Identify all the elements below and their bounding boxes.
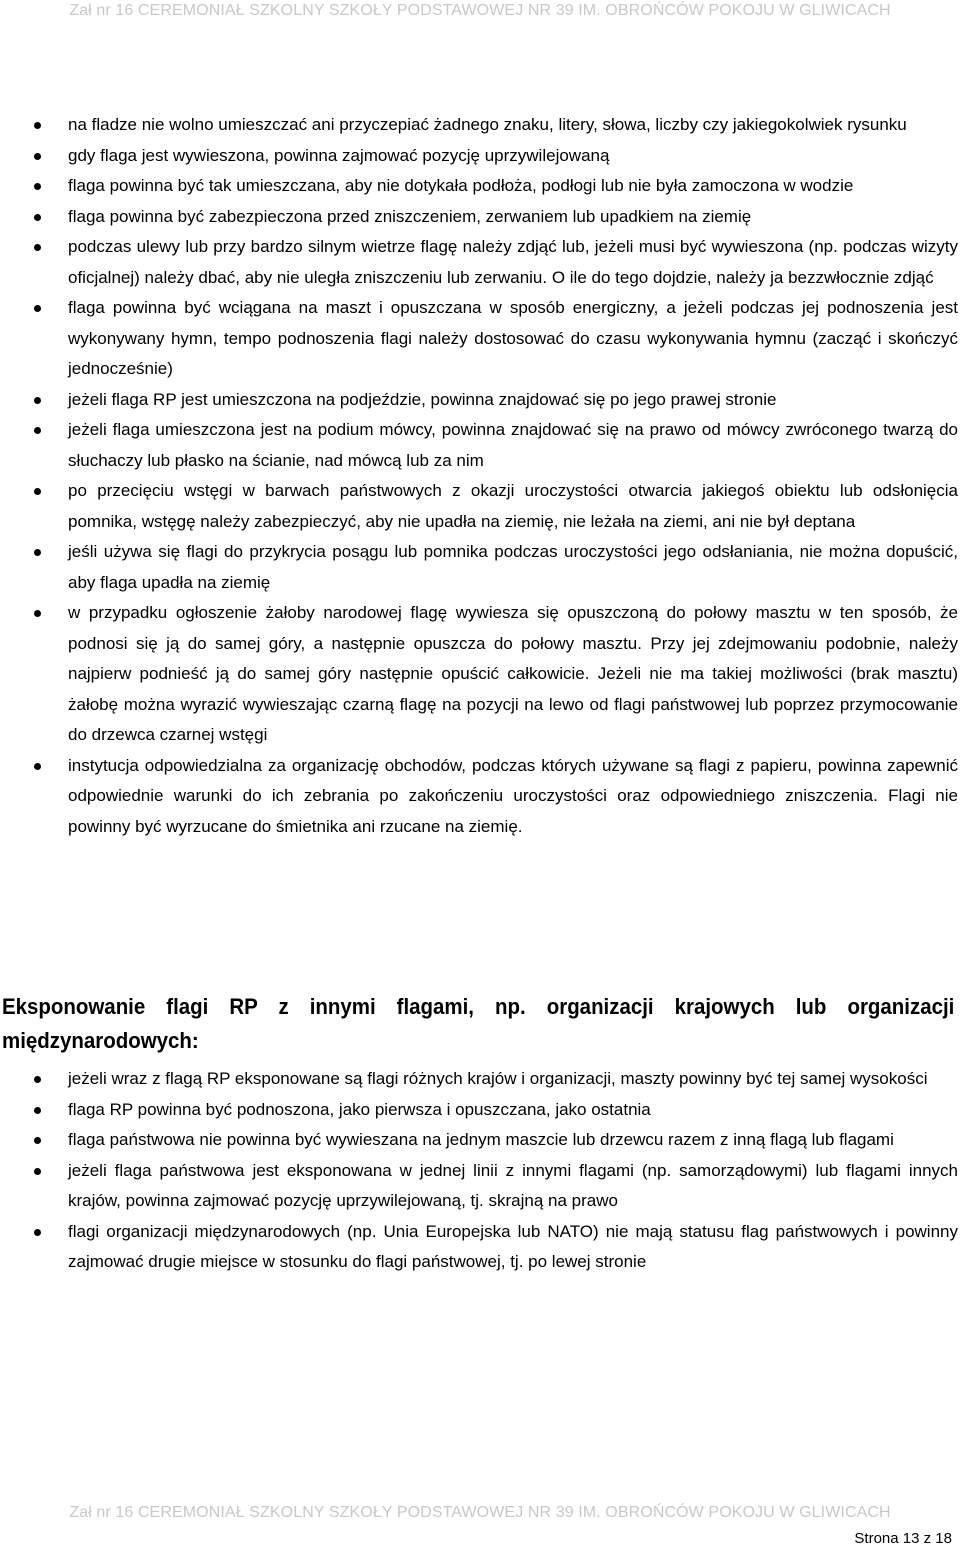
list-item	[0, 598, 960, 751]
list-item-text: flaga państwowa nie powinna być wywieszana na jednym maszcie lub drzewcu razem z inną flagą lub flagami	[68, 1130, 894, 1149]
list-item-text: na fladze nie wolno umieszczać ani przyczepiać żadnego znaku, litery, słowa, liczby czy jakiegokolwiek rysunku	[68, 115, 907, 134]
list-item	[0, 751, 960, 843]
list-item-text: jeżeli flaga RP jest umieszczona na podjeździe, powinna znajdować się po jego prawej stronie	[68, 389, 777, 409]
list-item	[0, 110, 960, 141]
bullet-icon	[34, 397, 41, 404]
list-item-text: flaga powinna być tak umieszczana, aby nie dotykała podłoża, podłogi lub nie była zamoczona w wodzie	[68, 176, 854, 195]
bullet-icon	[34, 1107, 41, 1114]
bullet-icon	[34, 122, 41, 129]
bullet-icon	[34, 763, 41, 770]
list-item	[0, 293, 960, 385]
list-item	[0, 232, 960, 293]
flag-rules-list	[0, 110, 960, 842]
bullet-icon	[34, 244, 41, 251]
bullet-icon	[34, 1229, 41, 1236]
bullet-icon	[34, 488, 41, 495]
list-item	[0, 202, 960, 233]
list-item	[0, 1125, 960, 1156]
list-item	[0, 1064, 960, 1095]
list-item-text: po przecięciu wstęgi w barwach państwowych z okazji uroczystości otwarcia jakiegoś obiektu lub odsłonięcia pomnika, wstęgę należy zabezpieczyć, aby nie upadła na ziemię, nie leżała na ziemi, ani nie był deptana	[68, 481, 958, 531]
bullet-icon	[34, 549, 41, 556]
page-header: Zał nr 16 CEREMONIAŁ SZKOLNY SZKOŁY PODSTAWOWEJ NR 39 IM. OBROŃCÓW POKOJU W GLIWICACH	[69, 2, 891, 19]
list-item-text: jeżeli flaga państwowa jest eksponowana w jednej linii z innymi flagami (np. samorządowymi) lub flagami innych krajów, powinna zajmować pozycję uprzywilejowaną, tj. skrajną na prawo	[68, 1160, 958, 1210]
list-item	[0, 1095, 960, 1126]
list-item-text: podczas ulewy lub przy bardzo silnym wietrze flagę należy zdjąć lub, jeżeli musi być wywieszona (np. podczas wizyty oficjalnej) należy dbać, aby nie uległa zniszczeniu lub zerwaniu. O ile do tego dojdzie, należy ja bezzwłocznie zdjąć	[68, 237, 958, 287]
list-item-text: w przypadku ogłoszenie żałoby narodowej flagę wywiesza się opuszczoną do połowy masztu w ten sposób, że podnosi się ją do samej góry, a następnie opuszcza do połowy masztu. Przy jej zdejmowaniu podobnie, należy najpierw podnieść ją do samej góry następnie opuścić całkowicie. Jeżeli nie ma takiej możliwości (brak masztu) żałobę można wyrazić wywieszając czarną flagę na pozycji na lewo od flagi państwowej lub poprzez przymocowanie do drzewca czarnej wstęgi	[68, 603, 958, 744]
bullet-icon	[34, 183, 41, 190]
bullet-icon	[34, 1076, 41, 1083]
list-item-text: flagi organizacji międzynarodowych (np. Unia Europejska lub NATO) nie mają statusu flag państwowych i powinny zajmować drugie miejsce w stosunku do flagi państwowej, tj. po lewej stronie	[68, 1221, 958, 1271]
bullet-icon	[34, 427, 41, 434]
bullet-icon	[34, 305, 41, 312]
list-item-text: flaga powinna być zabezpieczona przed zniszczeniem, zerwaniem lub upadkiem na ziemię	[68, 206, 752, 226]
list-item-text: gdy flaga jest wywieszona, powinna zajmować pozycję uprzywilejowaną	[68, 145, 610, 165]
list-item	[0, 1217, 960, 1278]
section-heading: Eksponowanie flagi RP z innymi flagami, np. organizacji krajowych lub organizacji międzynarodowych:	[2, 994, 955, 1053]
list-item-text: flaga RP powinna być podnoszona, jako pierwsza i opuszczana, jako ostatnia	[68, 1099, 651, 1119]
list-item	[0, 476, 960, 537]
page-footer: Zał nr 16 CEREMONIAŁ SZKOLNY SZKOŁY PODSTAWOWEJ NR 39 IM. OBROŃCÓW POKOJU W GLIWICACH	[69, 1504, 891, 1521]
bullet-icon	[34, 610, 41, 617]
list-item-text: jeżeli flaga umieszczona jest na podium mówcy, powinna znajdować się na prawo od mówcy zwróconego twarzą do słuchaczy lub płasko na ścianie, nad mówcą lub za nim	[68, 420, 958, 470]
list-item	[0, 141, 960, 172]
list-item	[0, 415, 960, 476]
bullet-icon	[34, 214, 41, 221]
bullet-icon	[34, 153, 41, 160]
page-number: Strona 13 z 18	[854, 1530, 952, 1547]
bullet-icon	[34, 1168, 41, 1175]
list-item	[0, 1156, 960, 1217]
bullet-icon	[34, 1137, 41, 1144]
list-item-text: flaga powinna być wciągana na maszt i opuszczana w sposób energiczny, a jeżeli podczas jej podnoszenia jest wykonywany hymn, tempo podnoszenia flagi należy dostosować do czasu wykonywania hymnu (zacząć i skończyć jednocześnie)	[68, 298, 958, 378]
list-item-text: jeżeli wraz z flagą RP eksponowane są flagi różnych krajów i organizacji, maszty powinny być tej samej wysokości	[68, 1069, 928, 1088]
list-item-text: jeśli używa się flagi do przykrycia posągu lub pomnika podczas uroczystości jego odsłaniania, nie można dopuścić, aby flaga upadła na ziemię	[68, 542, 958, 592]
list-item	[0, 385, 960, 416]
list-item	[0, 537, 960, 598]
list-item-text: instytucja odpowiedzialna za organizację obchodów, podczas których używane są flagi z papieru, powinna zapewnić odpowiednie warunki do ich zebrania po zakończeniu uroczystości oraz odpowiedniego zniszczenia. Flagi nie powinny być wyrzucane do śmietnika ani rzucane na ziemię.	[68, 755, 958, 836]
flag-display-rules-list	[0, 1064, 960, 1278]
list-item	[0, 171, 960, 202]
